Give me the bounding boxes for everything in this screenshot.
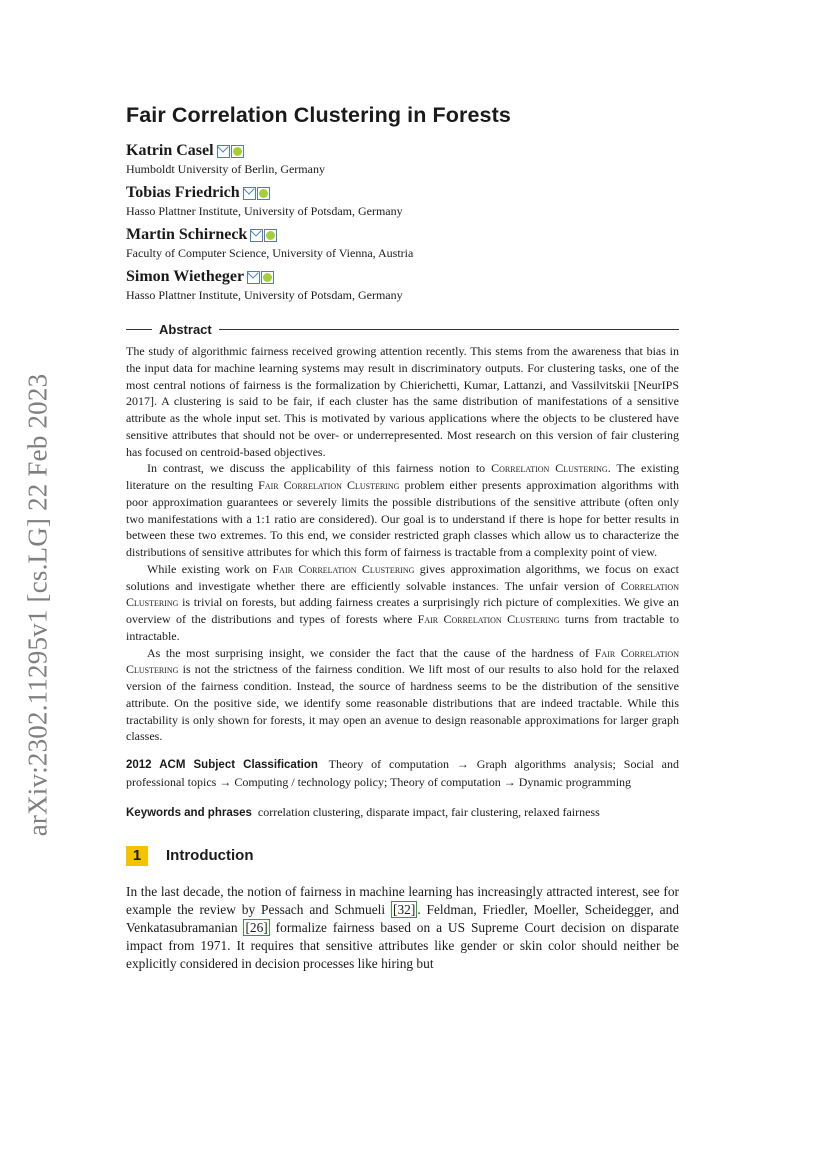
mail-icon[interactable] bbox=[217, 145, 230, 158]
orcid-icon[interactable] bbox=[257, 187, 270, 200]
author-block bbox=[126, 140, 679, 177]
mail-icon[interactable] bbox=[250, 229, 263, 242]
author-block bbox=[126, 266, 679, 303]
author-affiliation: Humboldt University of Berlin, Germany bbox=[126, 162, 325, 176]
section-title: Introduction bbox=[166, 847, 254, 864]
abstract-heading: Abstract bbox=[159, 322, 212, 337]
acm-classification bbox=[126, 756, 679, 790]
arxiv-stamp-text: arXiv:2302.11295v1 [cs.LG] 22 Feb 2023 bbox=[22, 373, 53, 837]
orcid-icon[interactable] bbox=[264, 229, 277, 242]
section-heading bbox=[126, 846, 679, 866]
keywords-label: Keywords and phrases bbox=[126, 807, 252, 819]
acm-classification-text: Theory of computation → Graph algorithms analysis; Social and professional topics → Computing / technology policy; Theory of computation → Dynamic programming bbox=[126, 757, 679, 789]
orcid-icon[interactable] bbox=[261, 271, 274, 284]
section-number: 1 bbox=[126, 846, 148, 866]
author-affiliation: Faculty of Computer Science, University of Vienna, Austria bbox=[126, 246, 414, 260]
divider bbox=[126, 329, 152, 330]
author-affiliation: Hasso Plattner Institute, University of Potsdam, Germany bbox=[126, 288, 403, 302]
orcid-icon[interactable] bbox=[231, 145, 244, 158]
abstract-paragraph: In contrast, we discuss the applicability of this fairness notion to Correlation Clustering. The existing literature on the resulting Fair Correlation Clustering problem either presents approximation algorithms with poor approximation guarantees or severely limits the possible distributions of the sensitive attribute (often only two manifestations with a 1:1 ratio are considered). Our goal is to understand if there is hope for better results in between these two extremes. To this end, we consider restricted graph classes which allow us to characterize the distributions of sensitive attributes for which this form of fairness is tractable from a complexity point of view. bbox=[126, 461, 679, 559]
paper-title: Fair Correlation Clustering in Forests bbox=[126, 103, 511, 127]
abstract-body bbox=[126, 343, 679, 745]
author-block bbox=[126, 182, 679, 219]
introduction-body bbox=[126, 883, 679, 973]
intro-paragraph: In the last decade, the notion of fairness in machine learning has increasingly attracted interest, see for example the review by Pessach and Schmueli [32] . Feldman, Friedler, Moeller, Scheidegger, and Venkatasubramanian [26] formalize fairness based on a US Supreme Court decision on disparate impact from 1971. It requires that sensitive attributes like gender or skin color should neither be explicitly considered in decision processes like hiring but bbox=[126, 883, 679, 971]
keywords-text: correlation clustering, disparate impact, fair clustering, relaxed fairness bbox=[257, 805, 600, 819]
acm-classification-label: 2012 ACM Subject Classification bbox=[126, 759, 318, 771]
divider bbox=[219, 329, 679, 330]
abstract-paragraph: While existing work on Fair Correlation Clustering gives approximation algorithms, we focus on exact solutions and investigate whether there are efficiently solvable instances. The unfair version of Correlation Clustering is trivial on forests, but adding fairness creates a surprisingly rich picture of complexities. We give an overview of the distributions and types of forests where Fair Correlation Clustering turns from tractable to intractable. bbox=[126, 561, 679, 643]
abstract-paragraph: The study of algorithmic fairness received growing attention recently. This stems from the awareness that bias in the input data for machine learning systems may result in discriminatory outputs. For clustering tasks, one of the most central notions of fairness is the formalization by Chierichetti, Kumar, Lattanzi, and Vassilvitskii [NeurIPS 2017]. A clustering is said to be fair, if each cluster has the same distribution of manifestations of a sensitive attribute as the whole input set. This is motivated by various applications where the objects to be clustered have sensitive attributes that should not be over- or underrepresented. Most research on this version of fair clustering has focused on centroid-based objectives. bbox=[126, 344, 679, 459]
citation-link[interactable]: [32] bbox=[393, 901, 416, 917]
author-affiliation: Hasso Plattner Institute, University of Potsdam, Germany bbox=[126, 204, 403, 218]
abstract-heading-row bbox=[126, 322, 679, 337]
mail-icon[interactable] bbox=[247, 271, 260, 284]
arxiv-identifier-stamp bbox=[20, 365, 56, 845]
abstract-paragraph: As the most surprising insight, we consider the fact that the cause of the hardness of Fair Correlation Clustering is not the strictness of the fairness condition. We lift most of our results to also hold for the relaxed version of the fairness condition. Instead, the source of hardness seems to be the distribution of the sensitive attribute. On the positive side, we identify some reasonable distributions that are indeed tractable. While this tractability is only shown for forests, it may open an avenue to design reasonable approximations for larger graph classes. bbox=[126, 645, 679, 744]
author-list bbox=[126, 140, 679, 303]
author-block bbox=[126, 224, 679, 261]
citation-link[interactable]: [26] bbox=[245, 919, 268, 935]
author-name: Tobias Friedrich bbox=[126, 184, 240, 201]
author-name: Katrin Casel bbox=[126, 142, 214, 159]
mail-icon[interactable] bbox=[243, 187, 256, 200]
keywords bbox=[126, 804, 679, 822]
author-name: Simon Wietheger bbox=[126, 268, 245, 285]
author-name: Martin Schirneck bbox=[126, 226, 248, 243]
paper-page bbox=[126, 98, 679, 973]
